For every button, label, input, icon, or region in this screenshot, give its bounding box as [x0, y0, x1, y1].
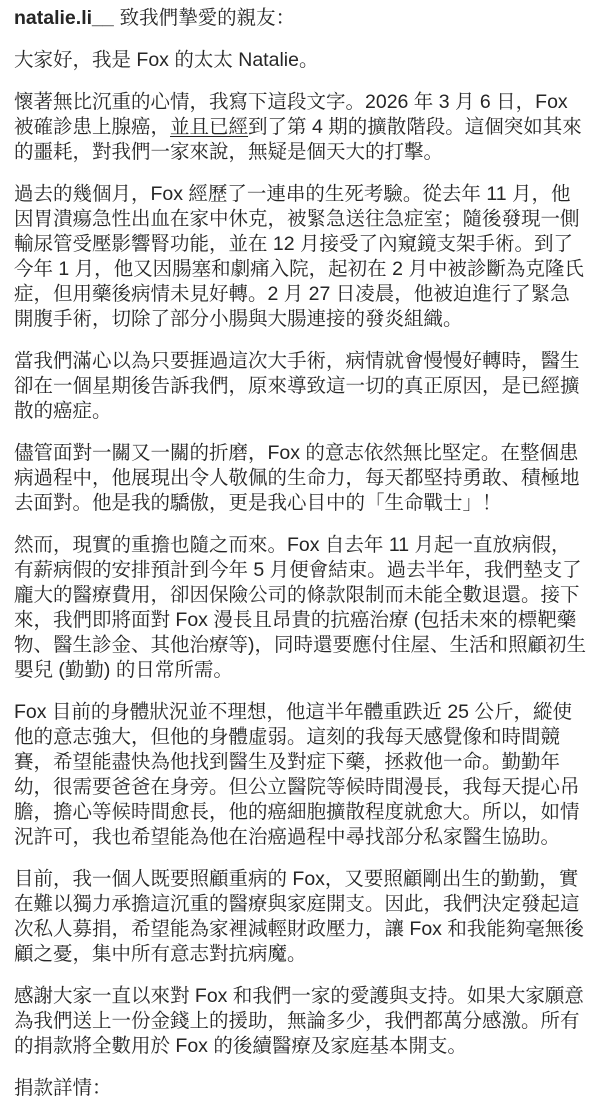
paragraph-medical-ordeal: 過去的幾個月，Fox 經歷了一連串的生死考驗。從去年 11 月，他因胃潰瘍急性出血在家中休克，被緊急送往急症室；隨後發現一側輸尿管受壓影響腎功能，並在 12 月接受了內窺鏡支架手術。到了今年 1 月，他又因腸塞和劇痛入院，起初在 2 月中被診斷為克隆氏症，但用藥後病情未見好轉。2 月 27 日凌晨，他被迫進行了緊急開腹手術，切除了部分小腸與大腸連接的發炎組織。 [14, 183, 584, 330]
paragraph-fighting-spirit: 儘管面對一關又一關的折磨，Fox 的意志依然無比堅定。在整個患病過程中，他展現出令人敬佩的生命力，每天都堅持勇敢、積極地去面對。他是我的驕傲，更是我心目中的「生命戰士」！ [14, 442, 580, 514]
caption-header [14, 6, 587, 31]
username-link[interactable]: natalie.li__ [14, 7, 114, 29]
donation-details-heading: 捐款詳情： [14, 1077, 112, 1099]
paragraph-diagnosis [14, 90, 587, 165]
paragraph-real-cause: 當我們滿心以為只要捱過這次大手術，病情就會慢慢好轉時，醫生卻在一個星期後告訴我們，原來導致這一切的真正原因，是已經擴散的癌症。 [14, 350, 580, 422]
diagnosis-text-after: 到了第 4 期的擴散階段。這個突如其來的噩耗，對我們一家來說，無疑是個天大的打擊。 [14, 116, 582, 163]
paragraph-thanks: 感謝大家一直以來對 Fox 和我們一家的愛護與支持。如果大家願意為我們送上一份金錢上的援助，無論多少，我們都萬分感激。所有的捐款將全數用於 Fox 的後續醫療及家庭基本開支。 [14, 985, 584, 1057]
paragraph-financial-burden: 然而，現實的重擔也隨之而來。Fox 自去年 11 月起一直放病假，有薪病假的安排預計到今年 5 月便會結束。過去半年，我們墊支了龐大的醫療費用，卻因保險公司的條款限制而未能全數退還。接下來，我們即將面對 Fox 漫長且昂貴的抗癌治療 (包括未來的標靶藥物、醫生診金、其他治療等)，同時還要應付住屋、生活和照顧初生嬰兒 (勤勤) 的日常所需。 [14, 534, 586, 681]
paragraph-fundraising-decision: 目前，我一個人既要照顧重病的 Fox，又要照顧剛出生的勤勤，實在難以獨力承擔這沉重的醫療與家庭開支。因此，我們決定發起這次私人募捐，希望能為家裡減輕財政壓力，讓 Fox 和我能夠毫無後顧之憂，集中所有意志對抗病魔。 [14, 868, 584, 965]
paragraph-current-condition: Fox 目前的身體狀況並不理想，他這半年體重跌近 25 公斤，縱使他的意志強大，但他的身體虛弱。這刻的我每天感覺像和時間競賽，希望能盡快為他找到醫生及對症下藥，拯救他一命。勤勤年幼，很需要爸爸在身旁。但公立醫院等候時間漫長，我每天提心吊膽，擔心等候時間愈長，他的癌細胞擴散程度就愈大。所以，如情況許可，我也希望能為他在治癌過程中尋找部分私家醫生協助。 [14, 701, 580, 848]
diagnosis-underlined-text: 並且已經 [170, 116, 249, 138]
paragraph-intro: 大家好，我是 Fox 的太太 Natalie。 [14, 49, 319, 71]
diagnosis-text-before: 懷著無比沉重的心情，我寫下這段文字。2026 年 3 月 6 日，Fox 被確診患上腺癌， [14, 91, 568, 138]
salutation-text: 致我們摯愛的親友： [119, 7, 296, 29]
